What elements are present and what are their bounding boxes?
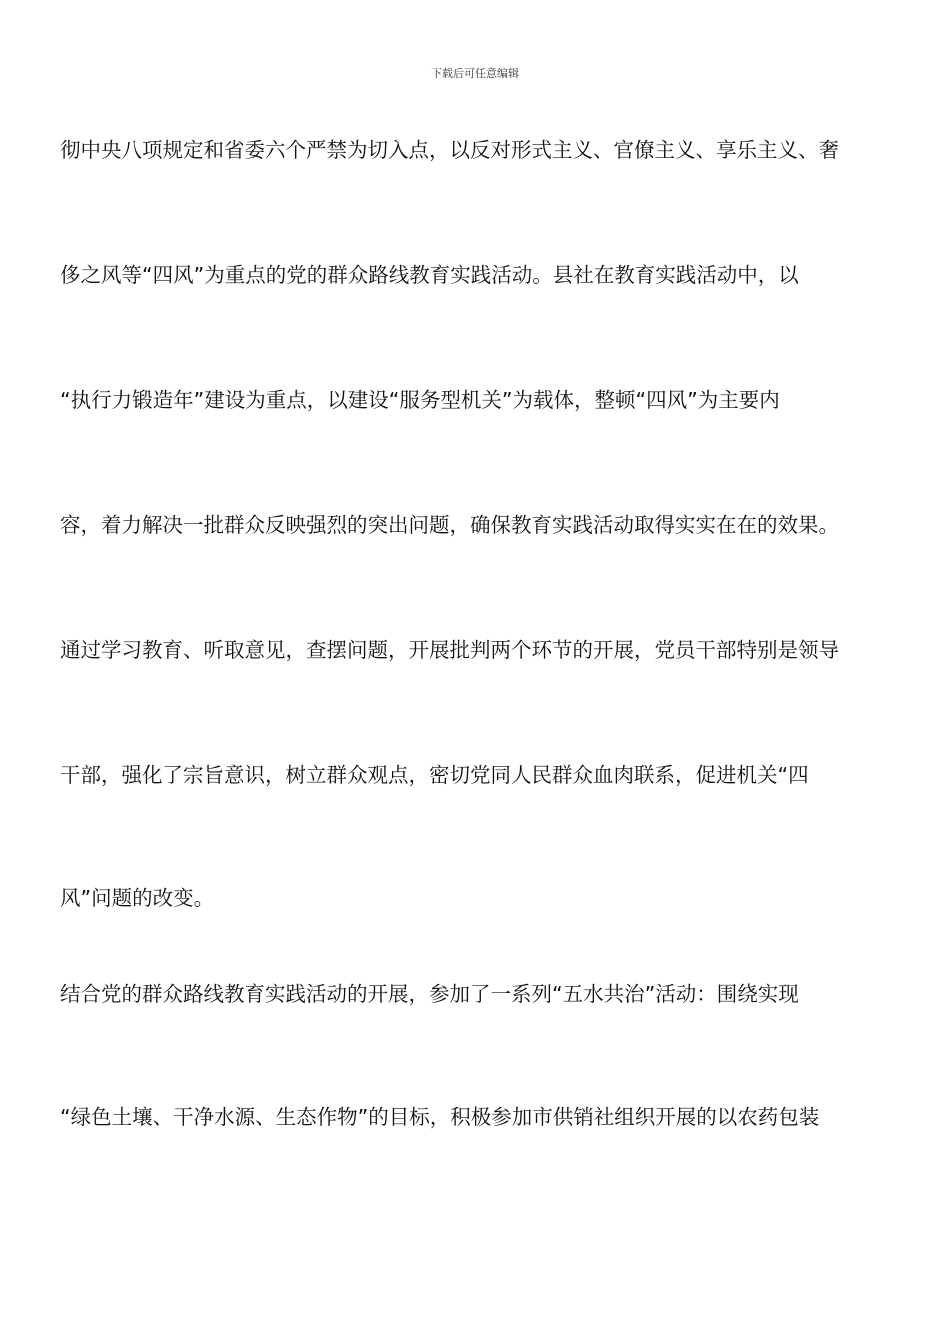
body-text-line: 干部，强化了宗旨意识，树立群众观点，密切党同人民群众血肉联系，促进机关“四 — [60, 763, 809, 787]
body-text-line: 结合党的群众路线教育实践活动的开展，参加了一系列“五水共治”活动：围绕实现 — [60, 982, 799, 1006]
body-text-line: 容，着力解决一批群众反映强烈的突出问题，确保教育实践活动取得实实在在的效果。 — [60, 513, 839, 537]
body-text-line: 风”问题的改变。 — [60, 886, 215, 910]
body-text-line: “绿色土壤、干净水源、生态作物”的目标，积极参加市供销社组织开展的以农药包装 — [60, 1105, 820, 1129]
body-text-line: “执行力锻造年”建设为重点，以建设“服务型机关”为载体，整顿“四风”为主要内 — [60, 388, 780, 412]
page-header: 下载后可任意编辑 — [431, 67, 519, 80]
body-text-line: 彻中央八项规定和省委六个严禁为切入点，以反对形式主义、官僚主义、享乐主义、奢 — [60, 138, 839, 162]
body-text-line: 通过学习教育、听取意见，查摆问题，开展批判两个环节的开展，党员干部特别是领导 — [60, 638, 839, 662]
body-text-line: 侈之风等“四风”为重点的党的群众路线教育实践活动。县社在教育实践活动中，以 — [60, 263, 799, 287]
